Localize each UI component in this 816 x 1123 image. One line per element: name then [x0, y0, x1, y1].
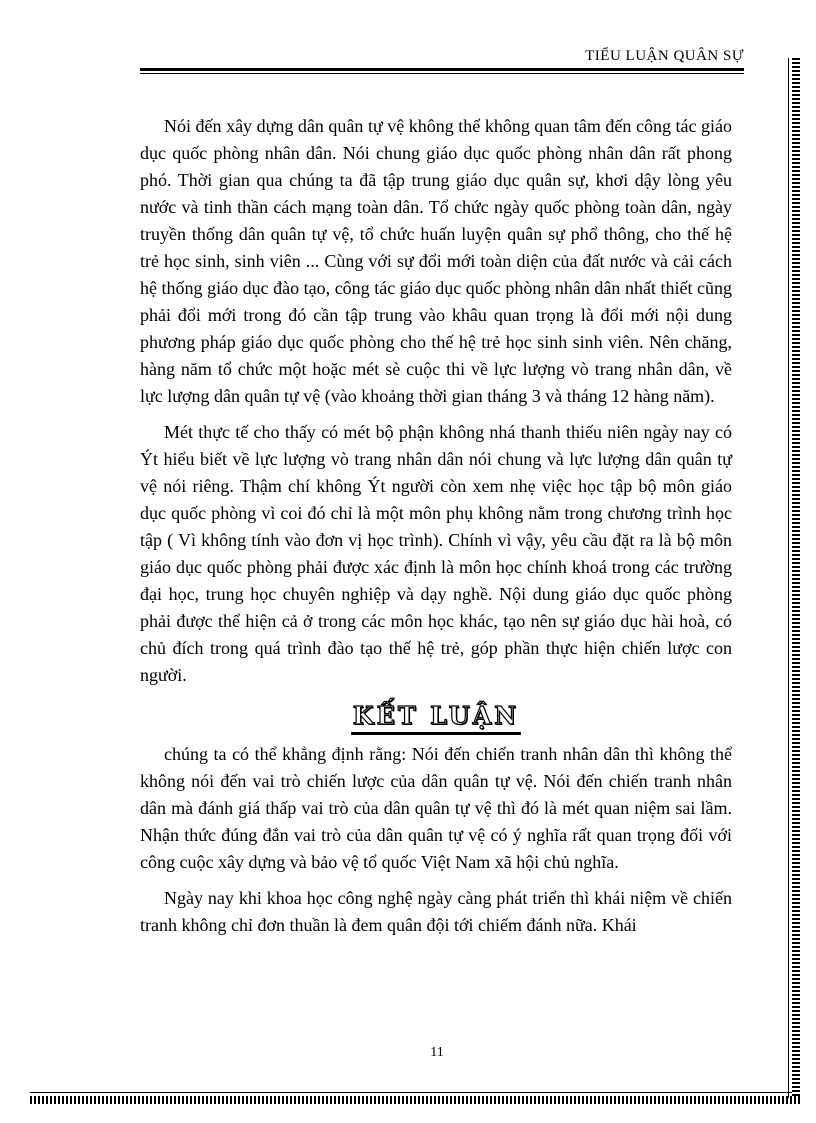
page-border-right-line	[788, 58, 789, 1098]
header-rule-thin	[140, 73, 744, 74]
section-title-wrapper	[140, 701, 732, 737]
page-border-bottom	[30, 1096, 800, 1104]
page-border-bottom-line	[30, 1092, 792, 1093]
header-rule	[140, 68, 744, 71]
page-number: 11	[430, 1045, 444, 1060]
section-title: KẾT LUẬN	[351, 701, 521, 735]
page-header: TIỂU LUẬN QUÂN SỰ	[585, 48, 744, 64]
document-body	[140, 113, 732, 939]
conclusion-paragraph-1: chúng ta có thể khẳng định rằng: Nói đến chiến tranh nhân dân thì không thể không nói đến vai trò chiến lược của dân quân tự vệ. Nói đến chiến tranh nhân dân mà đánh giá thấp vai trò của dân quân tự vệ thì đó là mét quan niệm sai lầm. Nhận thức đúng đắn vai trò của dân quân tự vệ có ý nghĩa rất quan trọng đối với công cuộc xây dựng và bảo vệ tổ quốc Việt Nam xã hội chủ nghĩa.	[140, 744, 732, 872]
body-paragraph-2: Mét thực tế cho thấy có mét bộ phận không nhá thanh thiếu niên ngày nay có Ýt hiểu biết về lực lượng vò trang nhân dân nói chung và lực lượng dân quân tự vệ nói riêng. Thậm chí không Ýt người còn xem nhẹ việc học tập bộ môn giáo dục quốc phòng vì coi đó chỉ là một môn phụ không nằm trong chương trình học tập ( Vì không tính vào đơn vị học trình). Chính vì vậy, yêu cầu đặt ra là bộ môn giáo dục quốc phòng phải được xác định là môn học chính khoá trong các trường đại học, trung học chuyên nghiệp và dạy nghề. Nội dung giáo dục quốc phòng phải được thể hiện cả ở trong các môn học khác, tạo nên sự giáo dục hài hoà, có chủ đích trong quá trình đào tạo thế hệ trẻ, góp phần thực hiện chiến lược con người.	[140, 422, 732, 685]
conclusion-paragraph-2: Ngày nay khi khoa học công nghệ ngày càng phát triển thì khái niệm về chiến tranh không chỉ đơn thuần là đem quân đội tới chiếm đánh nữa. Khái	[140, 888, 732, 935]
page-border-right	[792, 58, 800, 1098]
body-paragraph-1: Nói đến xây dựng dân quân tự vệ không thể không quan tâm đến công tác giáo dục quốc phòng nhân dân. Nói chung giáo dục quốc phòng nhân dân rất phong phó. Thời gian qua chúng ta đã tập trung giáo dục quân sự, khơi dậy lòng yêu nước và tinh thần cách mạng toàn dân. Tổ chức ngày quốc phòng toàn dân, ngày truyền thống dân quân tự vệ, tổ chức huấn luyện quân sự phổ thông, cho thế hệ trẻ học sinh, sinh viên ... Cùng với sự đổi mới toàn diện của đất nước và cải cách hệ thống giáo dục đào tạo, công tác giáo dục quốc phòng nhân dân nhất thiết cũng phải đổi mới trong đó cần tập trung vào khâu quan trọng là đổi mới nội dung phương pháp giáo dục quốc phòng cho thế hệ trẻ học sinh sinh viên. Nên chăng, hàng năm tổ chức một hoặc mét sè cuộc thi về lực lượng vò trang nhân dân, về lực lượng dân quân tự vệ (vào khoảng thời gian tháng 3 và tháng 12 hàng năm).	[140, 116, 732, 406]
